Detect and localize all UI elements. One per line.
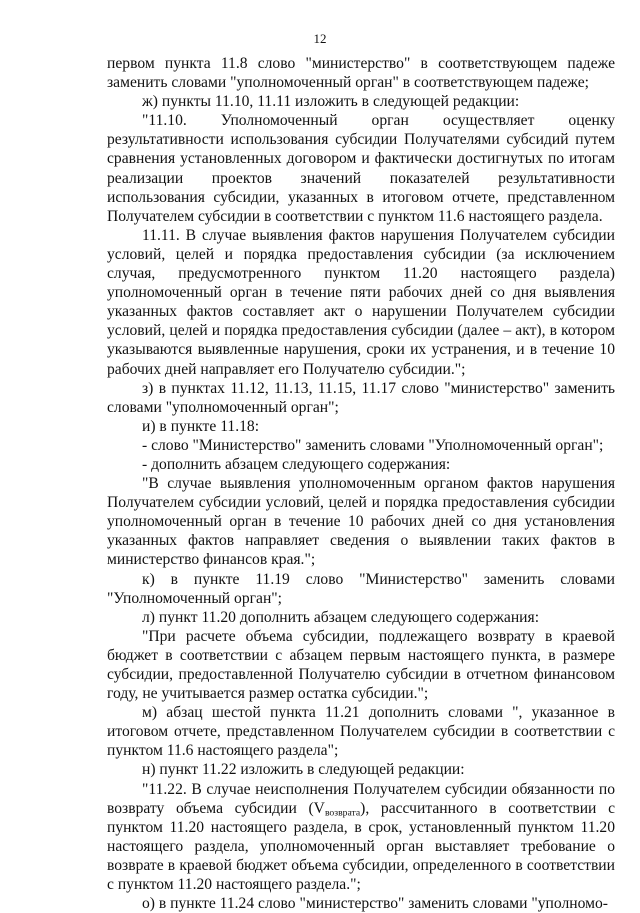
paragraph-item-l: л) пункт 11.20 дополнить абзацем следующего содержания: bbox=[142, 608, 540, 626]
paragraph-11-22-before: "11.22. В случае неисполнения Получателем субсидии обязанности по возврату объема субсидии (V bbox=[107, 780, 615, 817]
paragraph-dash-append: - дополнить абзацем следующего содержания: bbox=[142, 455, 451, 473]
document-body bbox=[107, 54, 615, 913]
paragraph-item-m: м) абзац шестой пункта 11.21 дополнить словами ", указанное в итоговом отчете, представленном Получателем субсидии в соответствии с пунктом 11.6 настоящего раздела"; bbox=[107, 704, 615, 760]
paragraph-item-z: з) в пунктах 11.12, 11.13, 11.15, 11.17 слово "министерство" заменить словами "уполномоченный орган"; bbox=[107, 379, 615, 416]
paragraph-11-11: 11.11. В случае выявления фактов нарушения Получателем субсидии условий, целей и порядка предоставления субсидии (за исключением случая, предусмотренного пунктом 11.20 настоящего раздела) уполномоченный орган в течение пяти рабочих дней со дня выявления указанных фактов составляет акт о нарушении Получателем субсидии условий, целей и порядка предоставления субсидии (далее – акт), в котором указываются выявленные нарушения, сроки их устранения, и в течение 10 рабочих дней направляет его Получателю субсидии."; bbox=[107, 226, 615, 378]
paragraph-11-10: "11.10. Уполномоченный орган осуществляет оценку результативности использования субсидии Получателями субсидий путем сравнения установленных договором и фактически достигнутых по итогам реализации проектов значений показателей результативности использования субсидии, указанных в итоговом отчете, представленном Получателем субсидии в соответствии с пунктом 11.6 настоящего раздела. bbox=[107, 112, 615, 225]
paragraph-continuation: первом пункта 11.8 слово "министерство" в соответствующем падеже заменить словами "уполномоченный орган" в соответствующем падеже; bbox=[107, 55, 615, 92]
page-number: 12 bbox=[313, 31, 327, 46]
paragraph-11-22-after: ), рассчитанного в соответствии с пунктом 11.20 настоящего раздела, в срок, установленный пунктом 11.20 настоящего раздела, уполномоченный орган выставляет требование о возврате в краевой бюджет объема субсидии, определенного в соответствии с пунктом 11.20 настоящего раздела."; bbox=[107, 799, 615, 894]
paragraph-item-o: о) в пункте 11.24 слово "министерство" заменить словами "уполномо- bbox=[142, 895, 608, 913]
paragraph-11-22 bbox=[107, 780, 615, 895]
paragraph-item-zh: ж) пункты 11.10, 11.11 изложить в следующей редакции: bbox=[142, 93, 520, 111]
paragraph-dash-replace: - слово "Министерство" заменить словами "Уполномоченный орган"; bbox=[142, 436, 604, 454]
paragraph-violation-quote: "В случае выявления уполномоченным органом фактов нарушения Получателем субсидии условий, целей и порядка предоставления субсидии уполномоченный орган в течение 10 рабочих дней со дня установления указанных фактов направляет сведения о выявлении таких фактов в министерство финансов края."; bbox=[107, 475, 615, 569]
subscript-vozvrata: возврата bbox=[324, 807, 361, 819]
paragraph-item-k: к) в пункте 11.19 слово "Министерство" заменить словами "Уполномоченный орган"; bbox=[107, 570, 615, 607]
paragraph-item-i: и) в пункте 11.18: bbox=[142, 417, 260, 435]
paragraph-item-n: н) пункт 11.22 изложить в следующей редакции: bbox=[142, 761, 465, 779]
paragraph-return-calc-quote: "При расчете объема субсидии, подлежащего возврату в краевой бюджет в соответствии с абзацем первым настоящего пункта, в размере субсидии, предоставленной Получателю субсидии в отчетном финансовом году, не учитывается размер остатка субсидии."; bbox=[107, 627, 615, 703]
